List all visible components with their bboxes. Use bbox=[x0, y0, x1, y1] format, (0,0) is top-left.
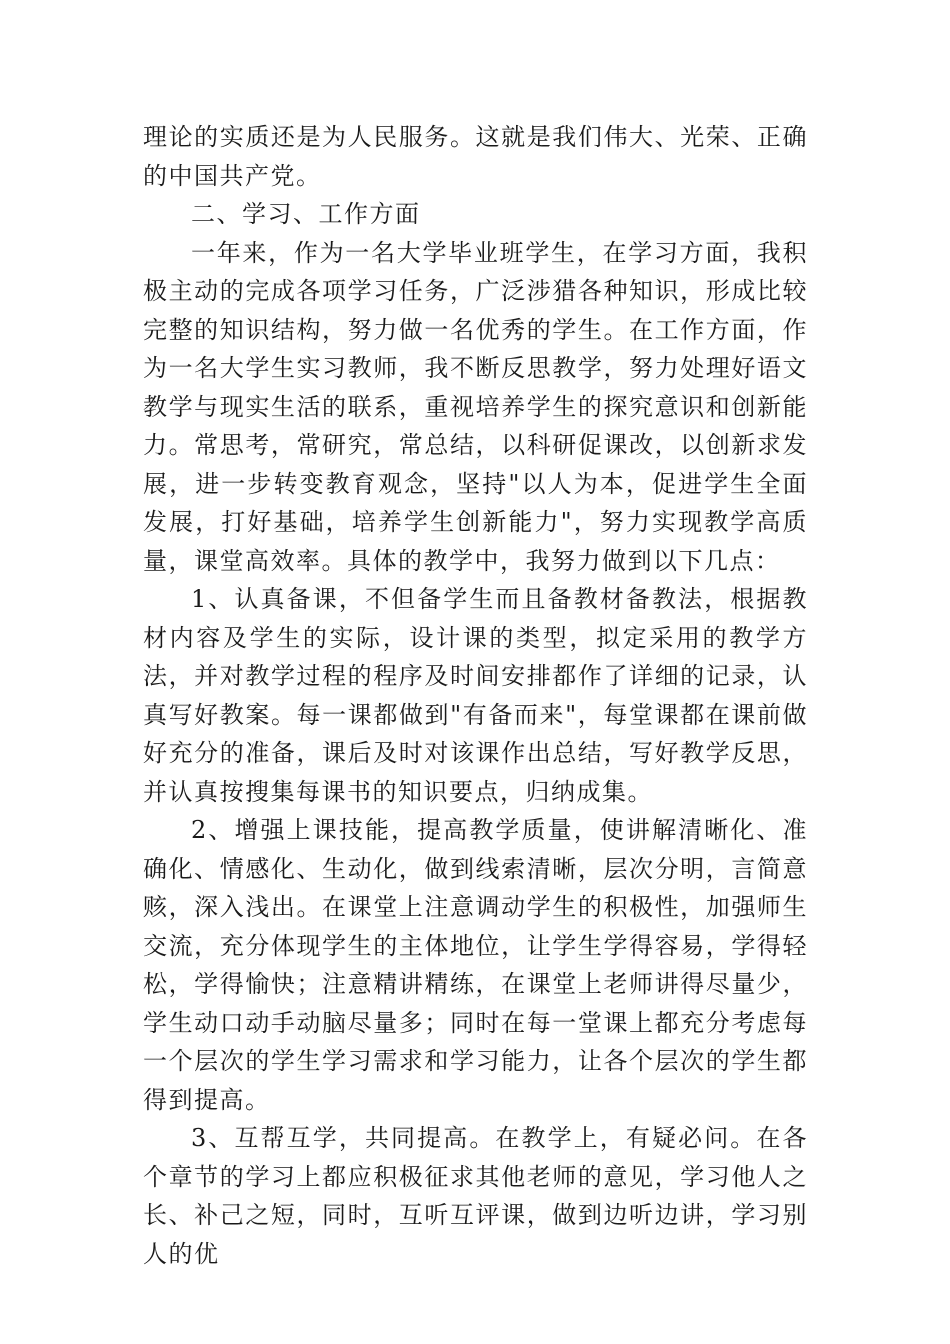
paragraph-continuation: 理论的实质还是为人民服务。这就是我们伟大、光荣、正确的中国共产党。 bbox=[143, 123, 808, 190]
paragraph-item-2: 2、增强上课技能，提高教学质量，使讲解清晰化、准确化、情感化、生动化，做到线索清晰，层次分明，言简意赅，深入浅出。在课堂上注意调动学生的积极性，加强师生交流，充分体现学生的主体地位，让学生学得容易，学得轻松，学得愉快；注意精讲精练，在课堂上老师讲得尽量少，学生动口动手动脑尽量多；同时在每一堂课上都充分考虑每一个层次的学生学习需求和学习能力，让各个层次的学生都得到提高。 bbox=[143, 816, 808, 1114]
section-heading-study-work: 二、学习、工作方面 bbox=[191, 200, 421, 228]
paragraph-item-1: 1、认真备课，不但备学生而且备教材备教法，根据教材内容及学生的实际，设计课的类型，拟定采用的教学方法，并对教学过程的程序及时间安排都作了详细的记录，认真写好教案。每一课都做到"有备而来"，每堂课都在课前做好充分的准备，课后及时对该课作出总结，写好教学反思，并认真按搜集每课书的知识要点，归纳成集。 bbox=[143, 585, 808, 806]
paragraph-overview: 一年来，作为一名大学毕业班学生，在学习方面，我积极主动的完成各项学习任务，广泛涉猎各种知识，形成比较完整的知识结构，努力做一名优秀的学生。在工作方面，作为一名大学生实习教师，我不断反思教学，努力处理好语文教学与现实生活的联系，重视培养学生的探究意识和创新能力。常思考，常研究，常总结，以科研促课改，以创新求发展，进一步转变教育观念，坚持"以人为本，促进学生全面发展，打好基础，培养学生创新能力"，努力实现教学高质量，课堂高效率。具体的教学中，我努力做到以下几点： bbox=[143, 238, 808, 575]
document-body bbox=[143, 118, 808, 1273]
paragraph-item-3: 3、互帮互学，共同提高。在教学上，有疑必问。在各个章节的学习上都应积极征求其他老师的意见，学习他人之长、补己之短，同时，互听互评课，做到边听边讲，学习别人的优 bbox=[143, 1124, 808, 1268]
